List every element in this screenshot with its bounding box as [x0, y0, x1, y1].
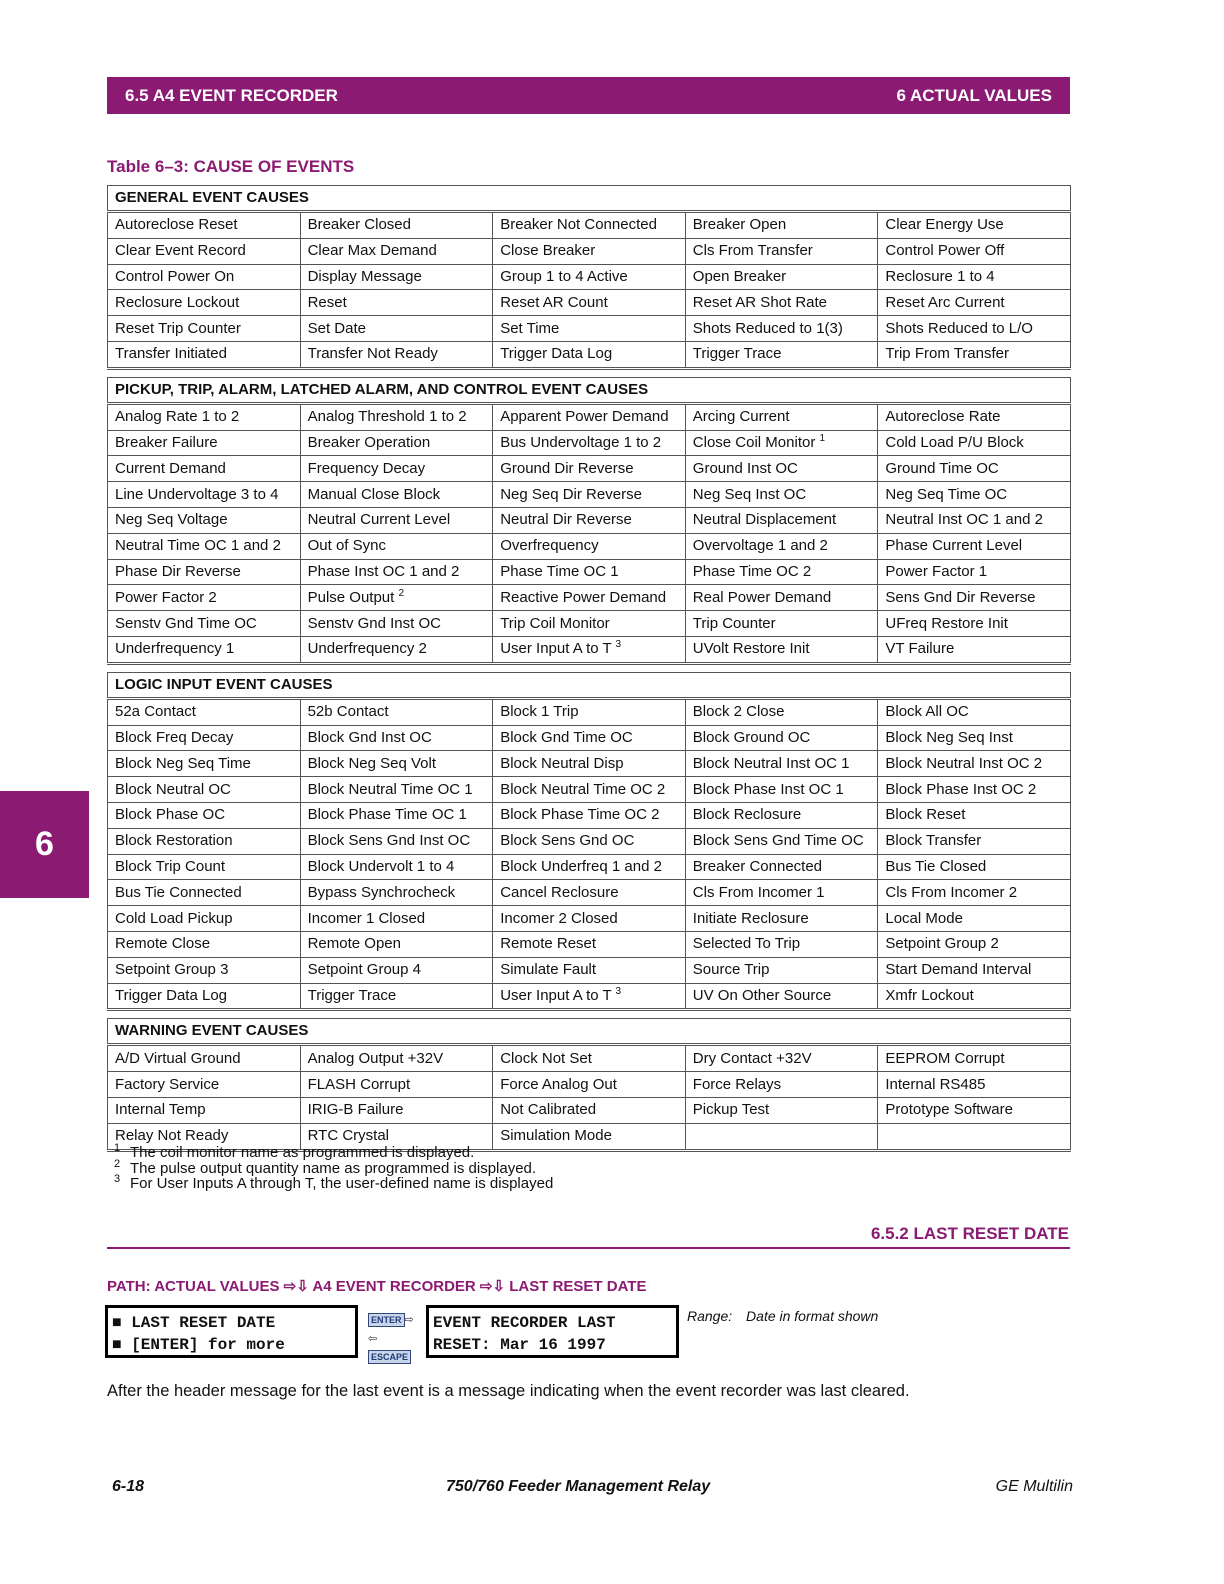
- table-cell: Trip Coil Monitor: [493, 611, 686, 637]
- table-cell: Prototype Software: [878, 1097, 1071, 1123]
- table-cell: Block Restoration: [108, 828, 301, 854]
- footnote: [114, 1157, 553, 1177]
- table-row: [108, 698, 1071, 725]
- cause-of-events-table: [107, 185, 1071, 1159]
- section-title: LOGIC INPUT EVENT CAUSES: [108, 672, 1071, 698]
- table-row: [108, 802, 1071, 828]
- table-cell: Phase Time OC 2: [685, 559, 878, 585]
- table-cell: Start Demand Interval: [878, 957, 1071, 983]
- table-cell: RTC Crystal: [300, 1123, 493, 1150]
- table-row: [108, 931, 1071, 957]
- table-cell: Breaker Open: [685, 212, 878, 239]
- table-cell: Control Power Off: [878, 238, 1071, 264]
- table-cell: Block Sens Gnd OC: [493, 828, 686, 854]
- table-cell: Manual Close Block: [300, 482, 493, 508]
- section-title: GENERAL EVENT CAUSES: [108, 186, 1071, 212]
- table-row: [108, 777, 1071, 803]
- table-cell: Simulate Fault: [493, 957, 686, 983]
- table-cell: Reactive Power Demand: [493, 585, 686, 611]
- table-row: [108, 482, 1071, 508]
- table-cell: Selected To Trip: [685, 931, 878, 957]
- table-cell: Not Calibrated: [493, 1097, 686, 1123]
- table-cell: Block Ground OC: [685, 725, 878, 751]
- table-cell: Out of Sync: [300, 533, 493, 559]
- table-cell: IRIG-B Failure: [300, 1097, 493, 1123]
- navigation-keys: [368, 1310, 420, 1366]
- event-cause-section: [107, 1018, 1071, 1151]
- footnote-ref: 3: [615, 639, 622, 651]
- table-cell: Reset Arc Current: [878, 290, 1071, 316]
- table-cell: Neutral Current Level: [300, 507, 493, 533]
- table-cell: Neutral Time OC 1 and 2: [108, 533, 301, 559]
- right-arrow-icon: ⇨: [404, 1314, 414, 1326]
- table-row: [108, 264, 1071, 290]
- footnote-mark: 2: [114, 1157, 121, 1170]
- table-cell: Neg Seq Dir Reverse: [493, 482, 686, 508]
- table-row: [108, 1045, 1071, 1072]
- table-cell: Block All OC: [878, 698, 1071, 725]
- table-cell: Block Neg Seq Volt: [300, 751, 493, 777]
- body-paragraph: After the header message for the last event is a message indicating when the event recorder was last cleared.: [107, 1382, 910, 1400]
- table-cell: Phase Inst OC 1 and 2: [300, 559, 493, 585]
- footnote-ref: 1: [819, 432, 826, 444]
- footnote-mark: 1: [114, 1142, 121, 1154]
- table-cell: Shots Reduced to 1(3): [685, 316, 878, 342]
- table-cell: Block Phase Time OC 2: [493, 802, 686, 828]
- table-row: [108, 636, 1071, 663]
- table-cell: Local Mode: [878, 906, 1071, 932]
- table-cell: Trigger Trace: [300, 983, 493, 1010]
- display-line-1: EVENT RECORDER LAST: [433, 1314, 616, 1332]
- display-message-value: [426, 1305, 679, 1358]
- table-cell: Ground Dir Reverse: [493, 456, 686, 482]
- table-row: [108, 725, 1071, 751]
- display-line-1: ■ LAST RESET DATE: [112, 1314, 276, 1332]
- table-cell: Control Power On: [108, 264, 301, 290]
- table-cell: Block Underfreq 1 and 2: [493, 854, 686, 880]
- table-cell: Power Factor 1: [878, 559, 1071, 585]
- table-cell: Block Neg Seq Time: [108, 751, 301, 777]
- table-cell: Block Reset: [878, 802, 1071, 828]
- range-value: Date in format shown: [746, 1308, 879, 1324]
- table-cell: Real Power Demand: [685, 585, 878, 611]
- table-cell: Analog Rate 1 to 2: [108, 403, 301, 430]
- table-cell: Trigger Data Log: [493, 341, 686, 368]
- table-cell: Block Undervolt 1 to 4: [300, 854, 493, 880]
- table-cell: Block Gnd Time OC: [493, 725, 686, 751]
- table-cell: Dry Contact +32V: [685, 1045, 878, 1072]
- table-cell: Phase Dir Reverse: [108, 559, 301, 585]
- table-row: [108, 533, 1071, 559]
- table-cell: Incomer 1 Closed: [300, 906, 493, 932]
- table-cell: Overfrequency: [493, 533, 686, 559]
- table-cell: Clear Event Record: [108, 238, 301, 264]
- table-cell: Shots Reduced to L/O: [878, 316, 1071, 342]
- table-cell: Breaker Not Connected: [493, 212, 686, 239]
- table-cell: Trigger Trace: [685, 341, 878, 368]
- table-cell: Remote Open: [300, 931, 493, 957]
- table-cell: Autoreclose Reset: [108, 212, 301, 239]
- table-cell: Reset: [300, 290, 493, 316]
- table-cell: User Input A to T $^3$: [493, 636, 686, 663]
- table-cell: Overvoltage 1 and 2: [685, 533, 878, 559]
- table-cell: Cls From Incomer 1: [685, 880, 878, 906]
- table-cell: A/D Virtual Ground: [108, 1045, 301, 1072]
- footnote-text: The coil monitor name as programmed is displayed.: [130, 1144, 475, 1161]
- table-cell: Setpoint Group 2: [878, 931, 1071, 957]
- table-row: [108, 1097, 1071, 1123]
- display-line-2: RESET: Mar 16 1997: [433, 1336, 606, 1354]
- footnote-ref: 2: [398, 587, 405, 599]
- table-cell: Remote Close: [108, 931, 301, 957]
- table-cell: Bus Undervoltage 1 to 2: [493, 430, 686, 456]
- table-row: [108, 751, 1071, 777]
- table-cell: Bus Tie Closed: [878, 854, 1071, 880]
- table-cell: Neg Seq Voltage: [108, 507, 301, 533]
- table-row: [108, 585, 1071, 611]
- table-row: [108, 290, 1071, 316]
- page-number: 6-18: [112, 1478, 145, 1495]
- table-cell: Block Transfer: [878, 828, 1071, 854]
- table-row: [108, 1072, 1071, 1098]
- table-cell: Initiate Reclosure: [685, 906, 878, 932]
- display-message-header: [105, 1305, 358, 1358]
- table-cell: Breaker Failure: [108, 430, 301, 456]
- table-cell: Underfrequency 1: [108, 636, 301, 663]
- table-cell: Arcing Current: [685, 403, 878, 430]
- table-cell: Bypass Synchrocheck: [300, 880, 493, 906]
- table-cell: Neutral Dir Reverse: [493, 507, 686, 533]
- table-cell: Internal Temp: [108, 1097, 301, 1123]
- table-cell: Transfer Initiated: [108, 341, 301, 368]
- table-cell: Simulation Mode: [493, 1123, 686, 1150]
- event-cause-section: [107, 672, 1071, 1012]
- table-row: [108, 880, 1071, 906]
- menu-path: PATH: ACTUAL VALUES ⇨⇩ A4 EVENT RECORDER ⇨⇩ LAST RESET DATE: [107, 1278, 647, 1295]
- table-cell: Factory Service: [108, 1072, 301, 1098]
- table-cell: Open Breaker: [685, 264, 878, 290]
- table-row: [108, 507, 1071, 533]
- table-cell: Setpoint Group 3: [108, 957, 301, 983]
- table-cell: Pickup Test: [685, 1097, 878, 1123]
- table-cell: User Input A to T $^3$: [493, 983, 686, 1010]
- table-cell: Block Neutral Inst OC 2: [878, 751, 1071, 777]
- table-cell: Block Freq Decay: [108, 725, 301, 751]
- table-cell: Ground Inst OC: [685, 456, 878, 482]
- table-cell: Reclosure Lockout: [108, 290, 301, 316]
- table-title: Table 6–3: CAUSE OF EVENTS: [107, 157, 355, 176]
- table-cell: 52a Contact: [108, 698, 301, 725]
- table-row: [108, 906, 1071, 932]
- enter-key-icon: ENTER: [368, 1313, 405, 1327]
- table-cell: Clear Energy Use: [878, 212, 1071, 239]
- page-header: [107, 77, 1070, 114]
- table-cell: Block Trip Count: [108, 854, 301, 880]
- table-cell: Phase Current Level: [878, 533, 1071, 559]
- table-cell: Phase Time OC 1: [493, 559, 686, 585]
- table-cell: Line Undervoltage 3 to 4: [108, 482, 301, 508]
- table-cell: Set Date: [300, 316, 493, 342]
- table-cell: Incomer 2 Closed: [493, 906, 686, 932]
- table-cell: Pulse Output $^2$: [300, 585, 493, 611]
- section-title: WARNING EVENT CAUSES: [108, 1019, 1071, 1045]
- chapter-tab: 6: [0, 791, 89, 898]
- footnote: [114, 1173, 554, 1192]
- document-title: 750/760 Feeder Management Relay: [446, 1478, 711, 1495]
- table-cell: Autoreclose Rate: [878, 403, 1071, 430]
- table-cell: Breaker Connected: [685, 854, 878, 880]
- table-cell: Block Gnd Inst OC: [300, 725, 493, 751]
- event-cause-section: [107, 185, 1071, 370]
- table-cell: Internal RS485: [878, 1072, 1071, 1098]
- table-cell: Bus Tie Connected: [108, 880, 301, 906]
- range-note: [687, 1308, 878, 1324]
- table-cell: Block 2 Close: [685, 698, 878, 725]
- table-cell: Block Phase Inst OC 2: [878, 777, 1071, 803]
- table-cell: Trip Counter: [685, 611, 878, 637]
- table-cell: Block Reclosure: [685, 802, 878, 828]
- table-cell: Reset AR Count: [493, 290, 686, 316]
- table-cell: Xmfr Lockout: [878, 983, 1071, 1010]
- table-cell: Force Relays: [685, 1072, 878, 1098]
- table-cell: Analog Output +32V: [300, 1045, 493, 1072]
- table-cell: Clock Not Set: [493, 1045, 686, 1072]
- table-cell: Cancel Reclosure: [493, 880, 686, 906]
- table-row: [108, 212, 1071, 239]
- table-cell: Trip From Transfer: [878, 341, 1071, 368]
- footnote: [114, 1142, 553, 1161]
- left-arrow-icon: ⇦: [368, 1333, 378, 1345]
- table-cell: Block 1 Trip: [493, 698, 686, 725]
- table-row: [108, 559, 1071, 585]
- table-cell: Senstv Gnd Time OC: [108, 611, 301, 637]
- table-cell: Analog Threshold 1 to 2: [300, 403, 493, 430]
- table-cell: Reset Trip Counter: [108, 316, 301, 342]
- table-cell: Block Sens Gnd Time OC: [685, 828, 878, 854]
- table-cell: Reset AR Shot Rate: [685, 290, 878, 316]
- table-row: [108, 854, 1071, 880]
- table-cell: Reclosure 1 to 4: [878, 264, 1071, 290]
- table-cell: Block Neutral OC: [108, 777, 301, 803]
- table-cell: Cold Load Pickup: [108, 906, 301, 932]
- table-row: [108, 828, 1071, 854]
- table-cell: VT Failure: [878, 636, 1071, 663]
- table-cell: Block Neutral Time OC 2: [493, 777, 686, 803]
- table-cell: Sens Gnd Dir Reverse: [878, 585, 1071, 611]
- table-cell: Display Message: [300, 264, 493, 290]
- table-cell: [878, 1123, 1071, 1150]
- footnote-mark: 3: [114, 1173, 121, 1185]
- table-cell: Senstv Gnd Inst OC: [300, 611, 493, 637]
- table-cell: Transfer Not Ready: [300, 341, 493, 368]
- table-cell: Remote Reset: [493, 931, 686, 957]
- table-cell: Current Demand: [108, 456, 301, 482]
- table-cell: Breaker Closed: [300, 212, 493, 239]
- table-row: [108, 238, 1071, 264]
- table-cell: Block Neg Seq Inst: [878, 725, 1071, 751]
- header-section-title: 6.5 A4 EVENT RECORDER: [125, 86, 338, 105]
- section-rule: [107, 1247, 1070, 1249]
- table-cell: UVolt Restore Init: [685, 636, 878, 663]
- section-title: PICKUP, TRIP, ALARM, LATCHED ALARM, AND CONTROL EVENT CAUSES: [108, 377, 1071, 403]
- table-cell: FLASH Corrupt: [300, 1072, 493, 1098]
- table-cell: Group 1 to 4 Active: [493, 264, 686, 290]
- table-cell: Block Phase OC: [108, 802, 301, 828]
- escape-key-icon: ESCAPE: [368, 1350, 411, 1364]
- table-cell: Cls From Incomer 2: [878, 880, 1071, 906]
- table-cell: Close Coil Monitor $^1$: [685, 430, 878, 456]
- table-cell: 52b Contact: [300, 698, 493, 725]
- header-chapter-title: 6 ACTUAL VALUES: [896, 86, 1052, 105]
- table-row: [108, 316, 1071, 342]
- table-row: [108, 957, 1071, 983]
- footnotes: [114, 1142, 554, 1192]
- table-cell: Setpoint Group 4: [300, 957, 493, 983]
- table-cell: Block Sens Gnd Inst OC: [300, 828, 493, 854]
- company-name: GE Multilin: [995, 1478, 1073, 1495]
- section-heading: 6.5.2 LAST RESET DATE: [870, 1224, 1069, 1243]
- table-cell: Neg Seq Time OC: [878, 482, 1071, 508]
- table-cell: Relay Not Ready: [108, 1123, 301, 1150]
- table-cell: Block Neutral Time OC 1: [300, 777, 493, 803]
- table-row: [108, 403, 1071, 430]
- table-cell: EEPROM Corrupt: [878, 1045, 1071, 1072]
- table-cell: Source Trip: [685, 957, 878, 983]
- table-cell: Block Phase Time OC 1: [300, 802, 493, 828]
- event-cause-section: [107, 377, 1071, 665]
- range-label: Range:: [687, 1308, 733, 1324]
- table-row: [108, 430, 1071, 456]
- table-cell: UFreq Restore Init: [878, 611, 1071, 637]
- table-cell: Clear Max Demand: [300, 238, 493, 264]
- table-cell: Underfrequency 2: [300, 636, 493, 663]
- table-cell: Ground Time OC: [878, 456, 1071, 482]
- table-cell: Block Neutral Inst OC 1: [685, 751, 878, 777]
- display-line-2: ■ [ENTER] for more: [112, 1336, 285, 1354]
- table-row: [108, 341, 1071, 368]
- table-cell: UV On Other Source: [685, 983, 878, 1010]
- table-cell: Neutral Inst OC 1 and 2: [878, 507, 1071, 533]
- footnote-text: The pulse output quantity name as programmed is displayed.: [130, 1159, 537, 1177]
- table-cell: Neg Seq Inst OC: [685, 482, 878, 508]
- footnote-ref: 3: [615, 985, 622, 997]
- table-cell: Neutral Displacement: [685, 507, 878, 533]
- table-row: [108, 611, 1071, 637]
- table-cell: Set Time: [493, 316, 686, 342]
- table-cell: Apparent Power Demand: [493, 403, 686, 430]
- table-cell: Block Phase Inst OC 1: [685, 777, 878, 803]
- table-row: [108, 983, 1071, 1010]
- table-cell: Force Analog Out: [493, 1072, 686, 1098]
- table-cell: Breaker Operation: [300, 430, 493, 456]
- table-row: [108, 456, 1071, 482]
- table-cell: Cls From Transfer: [685, 238, 878, 264]
- table-cell: Trigger Data Log: [108, 983, 301, 1010]
- table-cell: [685, 1123, 878, 1150]
- table-cell: Cold Load P/U Block: [878, 430, 1071, 456]
- table-cell: Block Neutral Disp: [493, 751, 686, 777]
- table-cell: Frequency Decay: [300, 456, 493, 482]
- table-cell: Close Breaker: [493, 238, 686, 264]
- footnote-text: For User Inputs A through T, the user-defined name is displayed: [130, 1175, 554, 1192]
- table-cell: Power Factor 2: [108, 585, 301, 611]
